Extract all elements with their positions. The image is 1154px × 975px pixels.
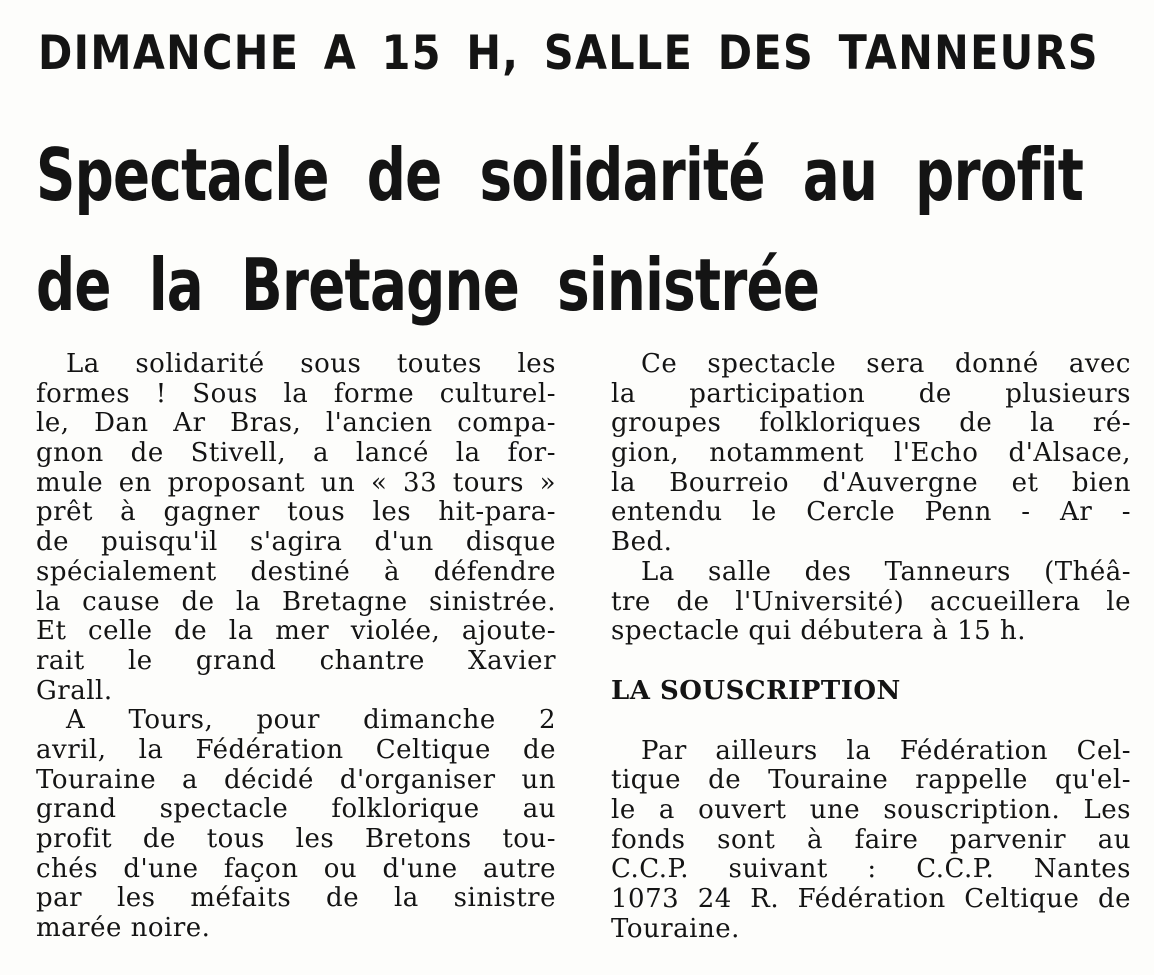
text-line: Touraine. [611,913,740,944]
text-line: Grall. [36,675,113,706]
text-line: spectacle qui débutera à 15 h. [611,616,1026,647]
text-line: avril, la Fédération Celtique de [36,734,556,765]
article-right-column [611,350,1131,944]
text-line: A Tours, pour dimanche 2 [66,705,556,736]
text-line: chés d'une façon ou d'une autre [36,853,556,884]
text-line: La solidarité sous toutes les [66,349,556,379]
text-line: 1073 24 R. Fédération Celtique de [611,884,1131,914]
text-line: tique de Touraine rappelle qu'el- [611,765,1131,796]
text-line: fonds sont à faire parvenir au [611,824,1131,855]
text-line: gnon de Stivell, a lancé la for- [36,438,556,469]
text-line: gion, notamment l'Echo d'Alsace, [611,438,1131,469]
headline [36,120,1084,340]
text-line: la cause de la Bretagne sinistrée. [36,586,556,617]
text-line: entendu le Cercle Penn - Ar - [611,497,1131,528]
text-line: marée noire. [36,913,211,944]
text-line: la participation de plusieurs [611,378,1131,409]
text-line: formes ! Sous la forme culturel- [36,378,556,409]
text-line: La salle des Tanneurs (Théâ- [641,556,1131,587]
text-line: C.C.P. suivant : C.C.P. Nantes [611,854,1131,885]
text-line: grand spectacle folklorique au [36,794,556,825]
text-line: mule en proposant un « 33 tours » [36,467,556,498]
text-line: tre de l'Université) accueillera le [611,586,1131,617]
text-line: spécialement destiné à défendre [36,556,556,587]
text-line: Et celle de la mer violée, ajoute- [36,616,556,647]
text-line: rait le grand chantre Xavier [36,645,556,676]
text-line: Par ailleurs la Fédération Cel- [641,735,1131,766]
text-line: groupes folkloriques de la ré- [611,408,1131,439]
headline-line-2: de la Bretagne sinistrée [36,243,820,327]
kicker-heading: DIMANCHE A 15 H, SALLE DES TANNEURS [38,26,1099,81]
text-line: le a ouvert une souscription. Les [611,794,1131,825]
text-line: la Bourreio d'Auvergne et bien [611,467,1131,498]
section-subheading: LA SOUSCRIPTION [611,675,901,706]
text-line: prêt à gagner tous les hit-para- [36,497,556,528]
text-line: Ce spectacle sera donné avec [641,349,1131,379]
text-line: Touraine a décidé d'organiser un [36,764,556,795]
text-line: profit de tous les Bretons tou- [36,824,556,854]
text-line: le, Dan Ar Bras, l'ancien compa- [36,408,556,439]
headline-line-1: Spectacle de solidarité au profit [36,133,1084,217]
text-line: par les méfaits de la sinistre [36,883,556,914]
text-line: de puisqu'il s'agira d'un disque [36,527,556,558]
text-line: Bed. [611,527,673,558]
article-left-column [36,350,556,944]
